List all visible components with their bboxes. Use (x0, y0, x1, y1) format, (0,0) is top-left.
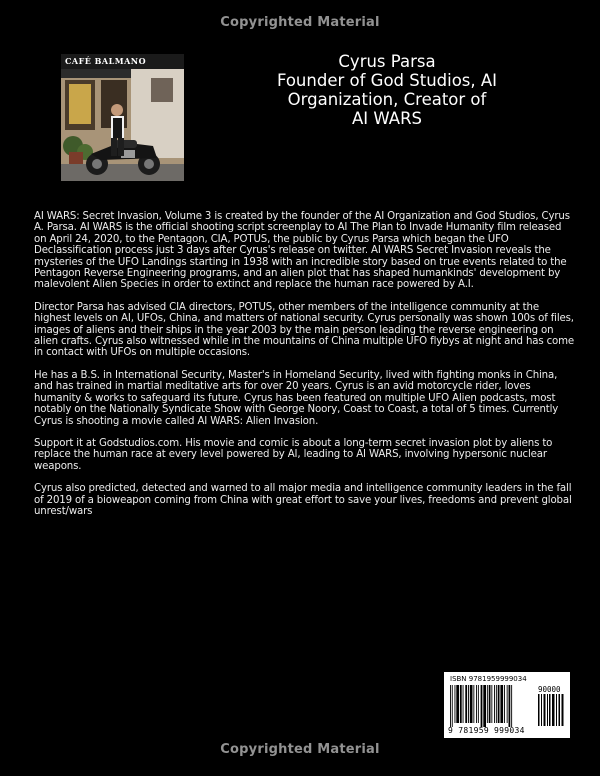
barcode-bar (463, 685, 464, 723)
copyright-watermark-top: Copyrighted Material (220, 15, 380, 30)
price-code: 90000 (538, 685, 561, 694)
bio-paragraph: He has a B.S. in International Security, Master's in Homeland Security, lived with fighting monks in China, and has trained in martial meditative arts for over 20 years. Cyrus is an avid motorcycle rider, loves humanity & works to safeguard its future. Cyrus has been featured on multiple UFO Alien podcasts, most notably on the Nationally Syndicate Show with George Noory, Coast to Coast, a total of 5 times. Currently Cyrus is shooting a movie called AI WARS: Alien Invasion. (34, 369, 559, 427)
barcode-bar (494, 685, 495, 723)
barcode-bar (455, 685, 456, 723)
barcode-bar (473, 685, 474, 723)
barcode-bar (489, 685, 491, 723)
barcode-bar (498, 685, 500, 723)
barcode-bar (496, 685, 497, 723)
barcode-bar (509, 685, 511, 727)
barcode-bar (483, 685, 486, 727)
barcode-bar (481, 685, 483, 727)
barcode-bar (487, 685, 488, 723)
isbn-label: ISBN 9781959999034 (450, 675, 527, 683)
barcode-bars-graphic (450, 685, 534, 727)
bio-paragraph: AI WARS: Secret Invasion, Volume 3 is created by the founder of the AI Organization and God Studios, Cyrus A. Parsa. AI WARS is the official shooting script screenplay to AI The Plan to Invade Humanity film released on April 24, 2020, to the Pentagon, CIA, POTUS, the public by Cyrus Parsa which began the UFO Declassification process just 3 days after Cyrus's release on twitter. AI WARS Secret Invasion reveals the mysteries of the UFO Landings starting in 1938 with an incredible story based on true events related to the Pentagon Reverse Engineering programs, and an alien plot that has shaped humankinds' development by malevolent Alien Species in order to extinct and replace the human race powered by A.I. (34, 211, 570, 291)
barcode-bar (511, 685, 512, 727)
barcode-bar (468, 685, 469, 723)
barcode-bar (504, 685, 505, 723)
author-title-line-1: Founder of God Studios, AI (276, 71, 498, 90)
barcode-bar (465, 685, 467, 723)
barcode-bar (470, 685, 473, 723)
author-photo-illustration (61, 54, 184, 181)
barcode-bar (491, 685, 492, 723)
author-title-line-2: Organization, Creator of (287, 90, 487, 109)
barcode-bar (500, 685, 503, 723)
bio-paragraph: Support it at Godstudios.com. His movie and comic is about a long-term secret invasion plot by aliens to replace the human race at every level powered by AI, leading to AI WARS, involving hypersonic nuclear weapons. (34, 437, 553, 472)
barcode-bar (460, 685, 462, 723)
copyright-watermark-bottom: Copyrighted Material (220, 742, 380, 757)
cafe-sign-text: CAFÉ BALMANO (61, 54, 184, 69)
barcode-bar (507, 685, 508, 723)
price-barcode-graphic (538, 694, 564, 726)
author-photo (61, 54, 184, 181)
barcode-bar (476, 685, 477, 723)
barcode-bar (456, 685, 459, 723)
barcode-digits: 9 781959 999034 (448, 726, 525, 735)
author-bio (34, 211, 574, 528)
isbn-barcode (444, 672, 570, 738)
bio-paragraph: Director Parsa has advised CIA directors, POTUS, other members of the intelligence community at the highest levels on AI, UFOs, China, and matters of national security. Cyrus personally was shown 100s of files, images of aliens and their ships in the year 2003 by the main person leading the reverse engineering on alien crafts. Cyrus also witnessed while in the mountains of China multiple UFO flybys at night and has come in contact with UFOs on multiple occasions. (34, 301, 575, 359)
bio-paragraph: Cyrus also predicted, detected and warned to all major media and intelligence community leaders in the fall of 2019 of a bioweapon coming from China with great effort to save your lives, freedoms and prevent global unrest/wars (34, 483, 572, 517)
barcode-bar (478, 685, 479, 723)
barcode-bar (452, 685, 453, 727)
author-name: Cyrus Parsa (338, 52, 436, 71)
barcode-bar (450, 685, 451, 727)
author-title-line-3: AI WARS (351, 109, 423, 128)
author-heading (262, 52, 512, 128)
